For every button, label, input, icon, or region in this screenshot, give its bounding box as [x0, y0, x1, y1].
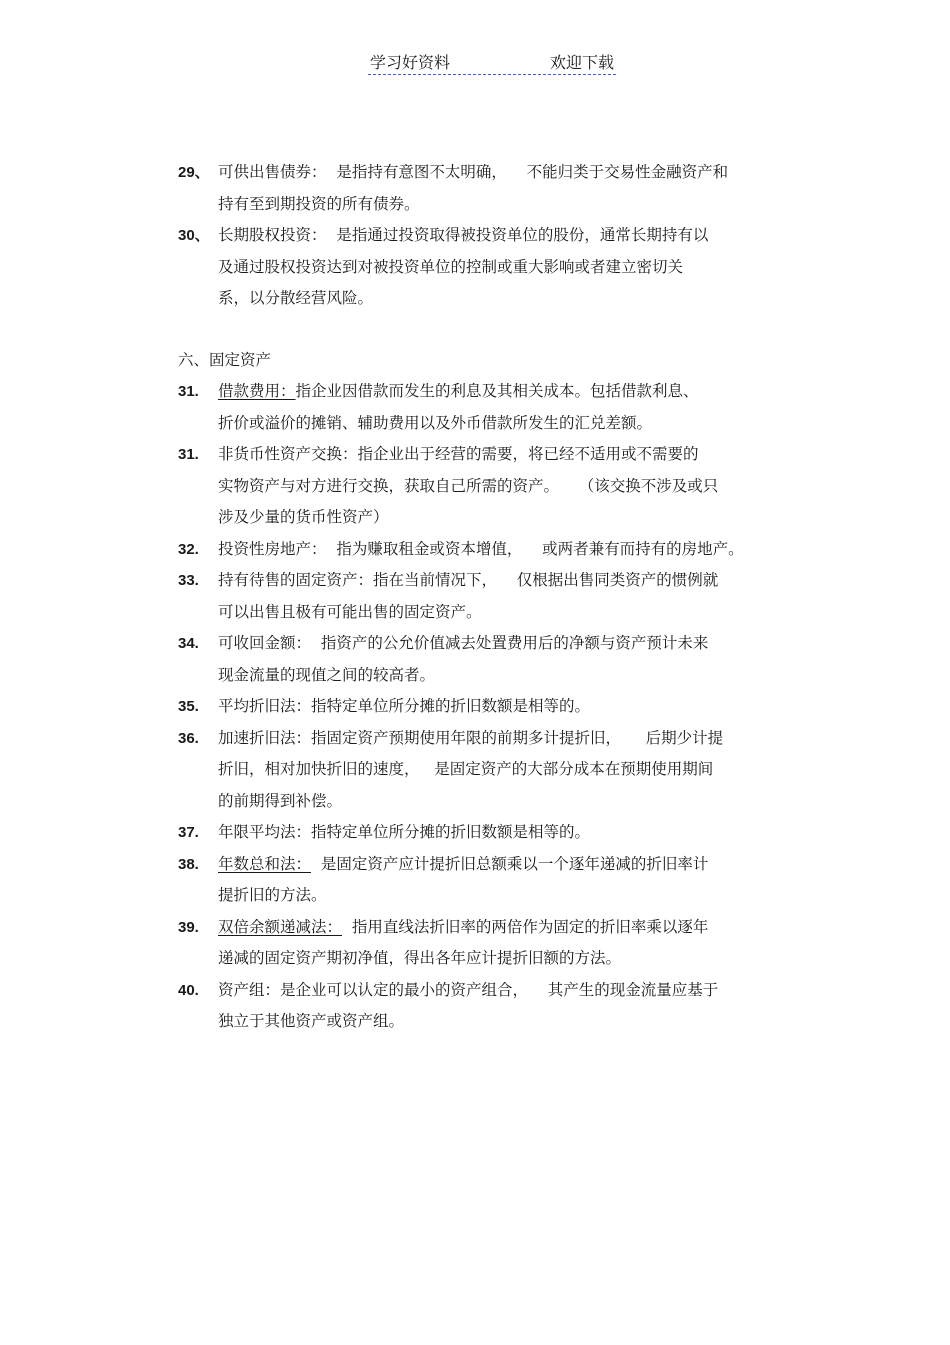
entries-group-a	[178, 157, 818, 315]
definition-entry	[178, 376, 818, 439]
entry-text: 指用直线法折旧率的两倍作为固定的折旧率乘以逐年	[342, 917, 709, 936]
entry-term: 借款费用：	[218, 382, 296, 400]
definition-entry	[178, 534, 818, 566]
definition-entry	[178, 723, 818, 818]
entry-number: 37.	[178, 824, 199, 841]
entry-first-line	[218, 849, 818, 881]
entry-line: 现金流量的现值之间的较高者。	[218, 665, 436, 684]
entry-first-line	[218, 975, 818, 1007]
entry-text: 平均折旧法：指特定单位所分摊的折旧数额是相等的。	[218, 697, 591, 715]
entry-first-line	[218, 534, 818, 566]
entry-number: 33.	[178, 572, 199, 589]
entry-line: 涉及少量的货币性资产）	[218, 508, 389, 526]
entry-number: 32.	[178, 540, 199, 558]
definition-entry	[178, 691, 818, 723]
entry-line: 折旧，相对加快折旧的速度， 是固定资产的大部分成本在预期使用期间	[218, 760, 714, 778]
entry-first-line	[218, 723, 818, 755]
entry-text: 是固定资产应计提折旧总额乘以一个逐年递减的折旧率计	[311, 854, 709, 873]
page-header	[368, 48, 616, 75]
entry-text: 非货币性资产交换：指企业出于经营的需要，将已经不适用或不需要的	[218, 445, 699, 463]
definition-entry	[178, 975, 818, 1038]
entry-first-line	[218, 628, 818, 660]
entry-number: 39.	[178, 918, 199, 936]
section-title: 六、固定资产	[178, 350, 272, 369]
document-body	[178, 157, 818, 1038]
definition-entry	[178, 912, 818, 975]
entry-line: 长期股权投资： 是指通过投资取得被投资单位的股份，通常长期持有以	[218, 226, 709, 244]
entry-number: 38.	[178, 855, 199, 873]
entry-line: 的前期得到补偿。	[218, 791, 343, 810]
entry-line: 可以出售且极有可能出售的固定资产。	[218, 602, 482, 621]
entry-number: 30、	[178, 227, 210, 244]
entry-line: 递减的固定资产期初净值，得出各年应计提折旧额的方法。	[218, 949, 622, 967]
entry-text: 年限平均法：指特定单位所分摊的折旧数额是相等的。	[218, 823, 591, 841]
entry-number: 31.	[178, 383, 199, 400]
definition-entry	[178, 817, 818, 849]
entry-text: 资产组：是企业可以认定的最小的资产组合， 其产生的现金流量应基于	[218, 980, 719, 999]
entry-number: 35.	[178, 698, 199, 715]
entry-first-line	[218, 691, 818, 723]
entry-term: 年数总和法：	[218, 854, 312, 873]
entry-number: 36.	[178, 729, 199, 747]
definition-entry	[178, 565, 818, 628]
entry-number: 40.	[178, 981, 199, 999]
entry-term: 双倍余额递减法：	[218, 917, 343, 936]
entry-line: 提折旧的方法。	[218, 886, 327, 904]
entry-number: 31.	[178, 446, 199, 463]
entry-text: 指企业因借款而发生的利息及其相关成本。包括借款利息、	[295, 382, 699, 400]
entry-text: 可收回金额： 指资产的公允价值减去处置费用后的净额与资产预计未来	[218, 634, 709, 652]
entry-number: 34.	[178, 635, 199, 652]
entry-line: 可供出售债券： 是指持有意图不太明确， 不能归类于交易性金融资产和	[218, 163, 729, 181]
entry-first-line	[218, 565, 818, 597]
definition-entry	[178, 849, 818, 912]
header-right-text: 欢迎下载	[549, 53, 614, 72]
entry-line: 持有至到期投资的所有债券。	[218, 194, 420, 213]
entry-first-line	[218, 376, 818, 408]
entry-number: 29、	[178, 164, 210, 181]
entry-first-line	[218, 817, 818, 849]
definition-entry	[178, 220, 818, 315]
entry-text: 投资性房地产： 指为赚取租金或资本增值， 或两者兼有而持有的房地产。	[218, 539, 744, 558]
entry-first-line	[218, 439, 818, 471]
entry-line: 系，以分散经营风险。	[218, 289, 374, 307]
definition-entry	[178, 439, 818, 534]
entry-first-line	[218, 912, 818, 944]
header-left-text: 学习好资料	[370, 53, 451, 72]
definition-entry	[178, 157, 818, 220]
entry-line: 及通过股权投资达到对被投资单位的控制或重大影响或者建立密切关	[218, 257, 684, 276]
entry-text: 加速折旧法：指固定资产预期使用年限的前期多计提折旧， 后期少计提	[218, 728, 724, 747]
entries-group-b	[178, 376, 818, 1038]
entry-line: 折价或溢价的摊销、辅助费用以及外币借款所发生的汇兑差额。	[218, 413, 653, 432]
entry-line: 实物资产与对方进行交换，获取自己所需的资产。 （该交换不涉及或只	[218, 476, 719, 495]
entry-line: 独立于其他资产或资产组。	[218, 1012, 405, 1030]
definition-entry	[178, 628, 818, 691]
entry-text: 持有待售的固定资产：指在当前情况下， 仅根据出售同类资产的惯例就	[218, 571, 719, 589]
